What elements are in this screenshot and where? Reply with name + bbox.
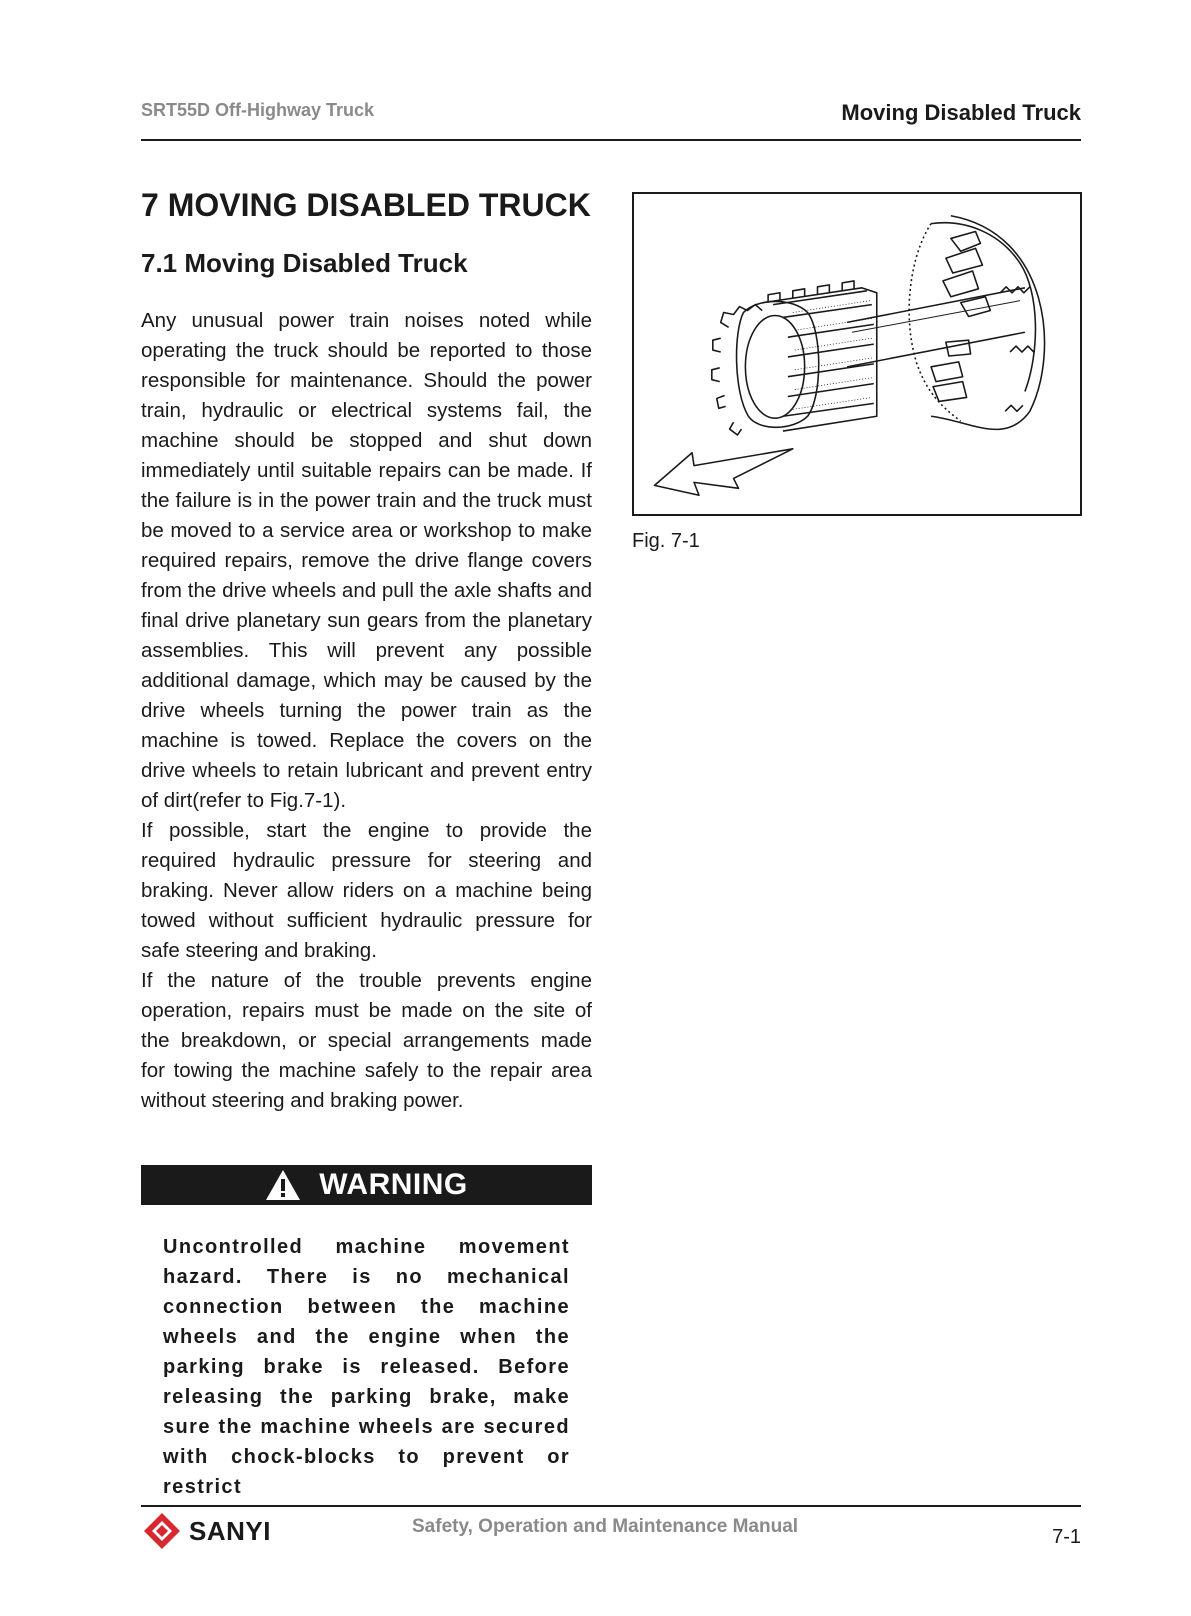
header-section-title: Moving Disabled Truck (841, 100, 1081, 125)
paragraph: If the nature of the trouble prevents engine operation, repairs must be made on the site of the breakdown, or special arrangements made for towing the machine safely to the repair area without steering and braking power. (141, 969, 592, 1112)
paragraph: If possible, start the engine to provide the required hydraulic pressure for steering and braking. Never allow riders on a machine being towed without sufficient hydraulic pressure for safe steering and braking. (141, 819, 592, 962)
figure-frame (632, 192, 1082, 516)
warning-triangle-icon (265, 1169, 301, 1201)
page-number: 7-1 (1052, 1526, 1081, 1548)
body-text (141, 306, 592, 1116)
header-manual-title: SRT55D Off-Highway Truck (141, 100, 375, 120)
header-divider (141, 139, 1081, 141)
logo-text: SANYI (189, 1515, 271, 1546)
warning-text: Uncontrolled machine movement hazard. There is no mechanical connection between the machine wheels and the engine when the parking brake is released. Before releasing the parking brake, make sure the machine wheels are secured with chock-blocks to prevent or restrict (163, 1236, 570, 1498)
footer-divider (141, 1505, 1081, 1507)
warning-banner (141, 1165, 592, 1205)
figure-caption: Fig. 7-1 (632, 530, 700, 552)
warning-label: WARNING (319, 1168, 468, 1201)
footer-manual-title: Safety, Operation and Maintenance Manual (412, 1516, 799, 1537)
splined-axle-shaft-illustration (634, 194, 1080, 514)
sanyi-logo (141, 1510, 271, 1552)
section-title: 7.1 Moving Disabled Truck (141, 248, 468, 278)
sanyi-logo-icon (141, 1510, 183, 1552)
chapter-title: 7 MOVING DISABLED TRUCK (141, 187, 591, 223)
paragraph: Any unusual power train noises noted while operating the truck should be reported to those responsible for maintenance. Should the power train, hydraulic or electrical systems fail, the machine should be stopped and shut down immediately until suitable repairs can be made. If the failure is in the power train and the truck must be moved to a service area or workshop to make required repairs, remove the drive flange covers from the drive wheels and pull the axle shafts and final drive planetary sun gears from the planetary assemblies. This will prevent any possible additional damage, which may be caused by the drive wheels turning the power train as the machine is towed. Replace the covers on the drive wheels to retain lubricant and prevent entry of dirt(refer to Fig.7-1). (141, 309, 592, 812)
